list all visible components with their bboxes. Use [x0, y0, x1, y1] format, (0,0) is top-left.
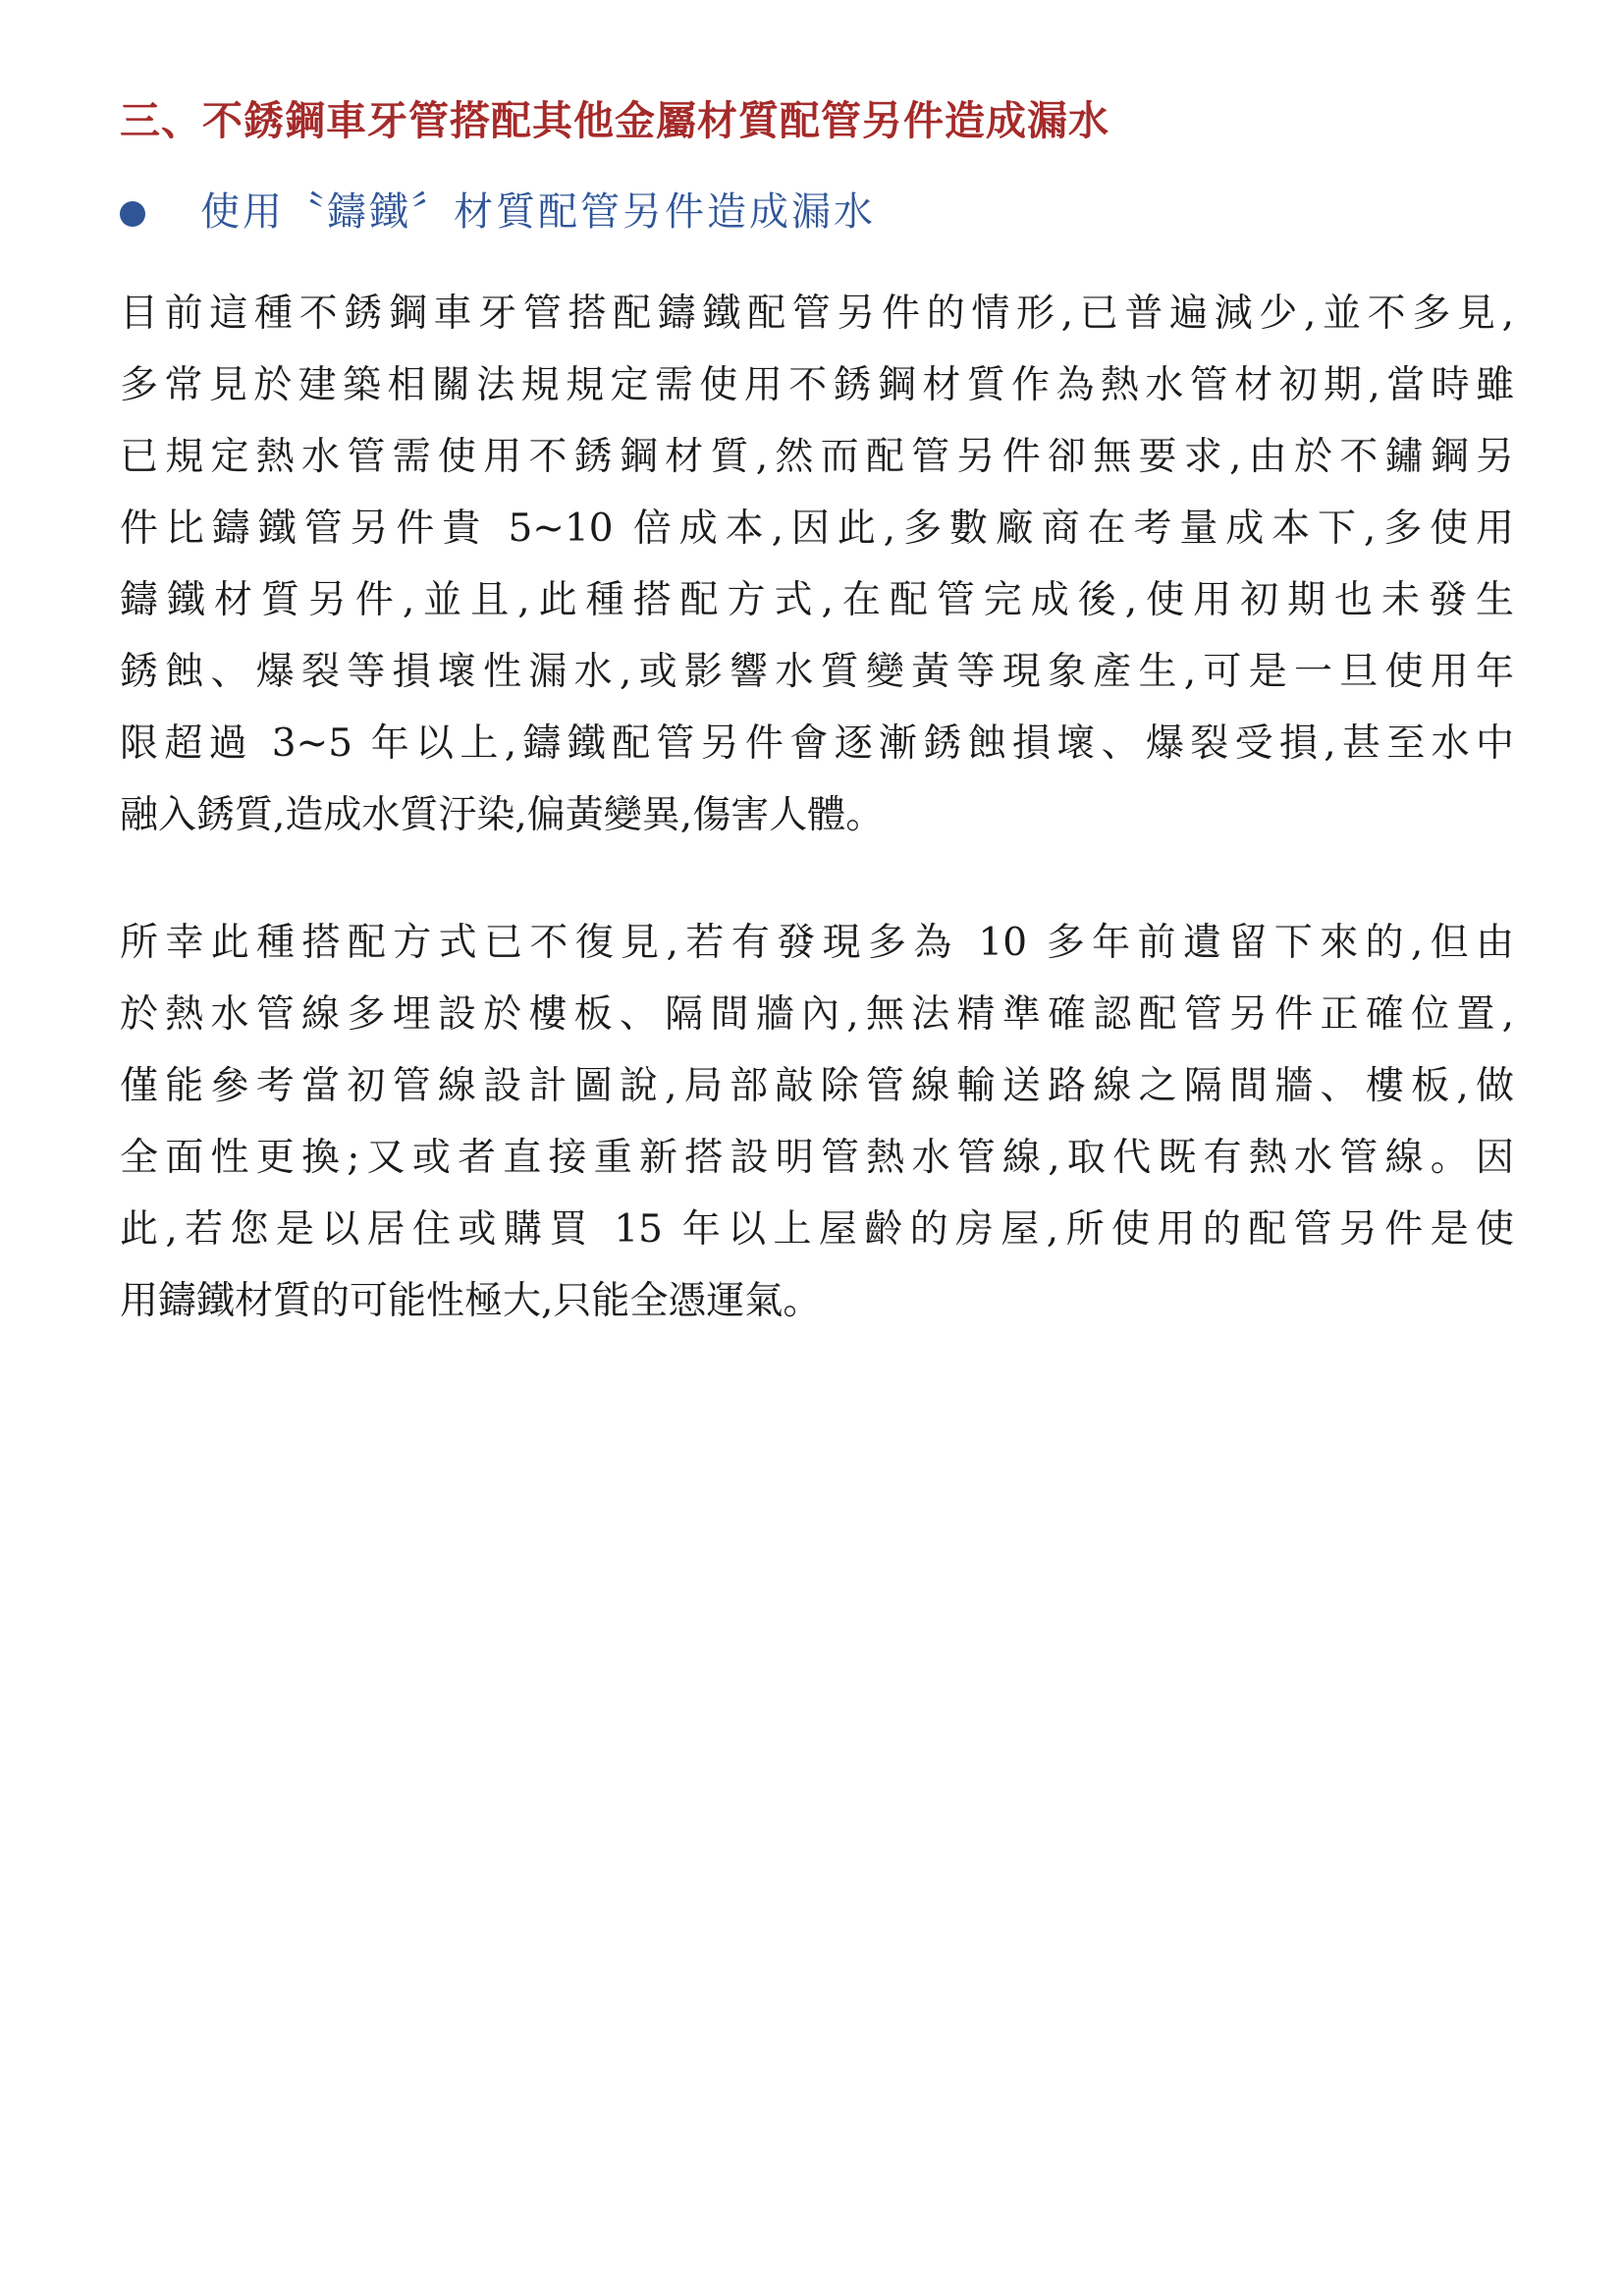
bullet-item: [120, 183, 1514, 241]
paragraph-line: 全面性更換;又或者直接重新搭設明管熱水管線,取代既有熱水管線。因: [120, 1136, 1514, 1180]
paragraph-line: 目前這種不銹鋼車牙管搭配鑄鐵配管另件的情形,已普遍減少,並不多見,: [120, 292, 1514, 336]
paragraph-line: 已規定熱水管需使用不銹鋼材質,然而配管另件卻無要求,由於不鏽鋼另: [120, 435, 1514, 479]
bullet-dot-icon: [120, 201, 145, 227]
paragraph-2: [120, 907, 1514, 1337]
section-heading: 三、不銹鋼車牙管搭配其他金屬材質配管另件造成漏水: [120, 97, 1109, 144]
paragraph-line: 銹蝕、爆裂等損壞性漏水,或影響水質變黃等現象產生,可是一旦使用年: [120, 650, 1514, 694]
paragraph-line: 鑄鐵材質另件,並且,此種搭配方式,在配管完成後,使用初期也未發生: [120, 578, 1514, 622]
subheading: 使用〝鑄鐵〞材質配管另件造成漏水: [200, 189, 876, 235]
paragraph-1: [120, 278, 1514, 851]
paragraph-line: 於熱水管線多埋設於樓板、隔間牆內,無法精準確認配管另件正確位置,: [120, 992, 1514, 1037]
paragraph-line: 件比鑄鐵管另件貴 5~10 倍成本,因此,多數廠商在考量成本下,多使用: [120, 507, 1514, 551]
paragraph-line: 僅能參考當初管線設計圖說,局部敲除管線輸送路線之隔間牆、樓板,做: [120, 1064, 1514, 1108]
paragraph-line: 融入銹質,造成水質汙染,偏黃變異,傷害人體。: [120, 793, 885, 837]
paragraph-line: 限超過 3~5 年以上,鑄鐵配管另件會逐漸銹蝕損壞、爆裂受損,甚至水中: [120, 721, 1514, 766]
paragraph-line: 所幸此種搭配方式已不復見,若有發現多為 10 多年前遺留下來的,但由: [120, 921, 1514, 965]
paragraph-line: 此,若您是以居住或購買 15 年以上屋齡的房屋,所使用的配管另件是使: [120, 1207, 1514, 1252]
paragraph-line: 多常見於建築相關法規規定需使用不銹鋼材質作為熱水管材初期,當時雖: [120, 363, 1514, 407]
paragraph-line: 用鑄鐵材質的可能性極大,只能全憑運氣。: [120, 1279, 822, 1323]
